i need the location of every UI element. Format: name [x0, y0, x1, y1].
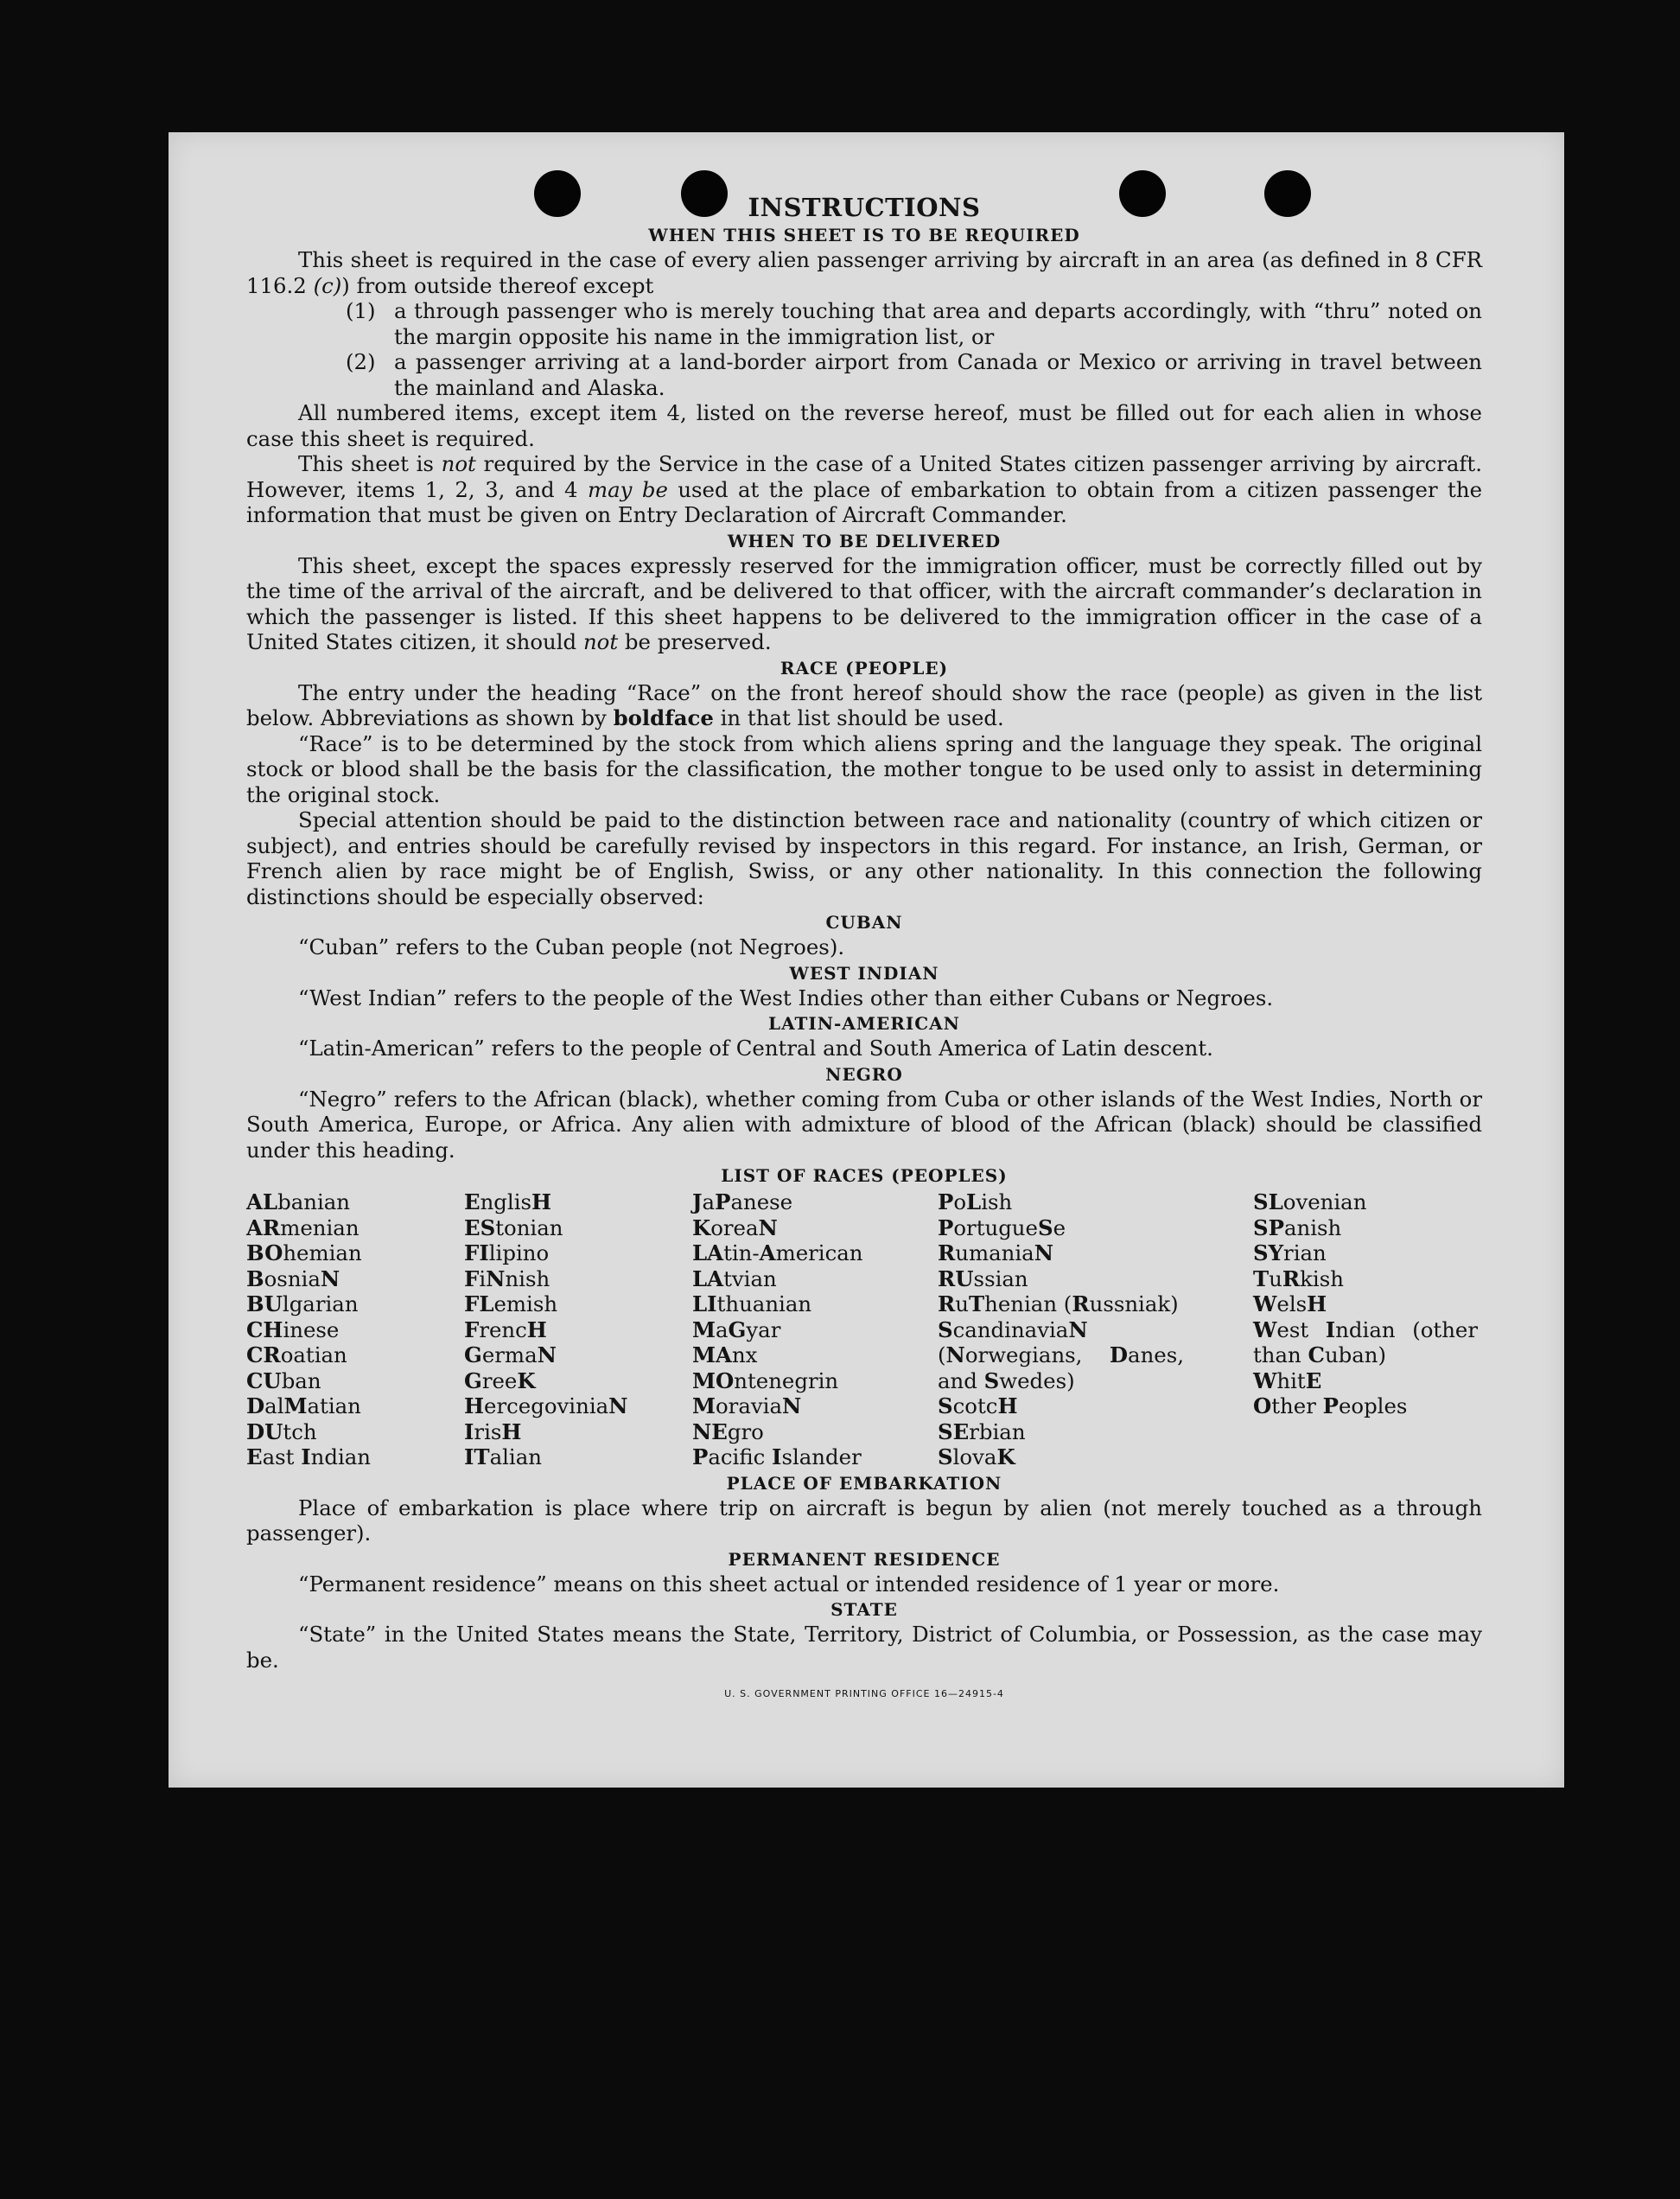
text-run: anes, and — [938, 1342, 1184, 1393]
abbreviation-letters: M — [692, 1393, 716, 1418]
text-run: i — [479, 1265, 487, 1291]
race-item — [692, 1419, 938, 1445]
section-heading: RACE (PEOPLE) — [780, 657, 949, 679]
negro-section — [246, 1063, 1482, 1163]
text-run: ther — [1271, 1393, 1323, 1418]
race-item — [692, 1215, 938, 1241]
race-item — [938, 1419, 1184, 1445]
abbreviation-letters: P — [692, 1444, 709, 1469]
abbreviation-letters: T — [969, 1291, 985, 1316]
text-run: gro — [727, 1418, 764, 1444]
abbreviation-letters: AL — [246, 1189, 278, 1214]
abbreviation-letters: H — [526, 1316, 547, 1342]
abbreviation-letters: N — [537, 1342, 557, 1367]
race-item — [692, 1291, 938, 1317]
section-heading: LIST OF RACES (PEOPLES) — [721, 1165, 1008, 1186]
race-item — [246, 1368, 464, 1394]
paragraph — [246, 451, 1482, 528]
abbreviation-letters: N — [1034, 1240, 1054, 1265]
text-run: tonian — [495, 1214, 563, 1240]
text-run: o — [953, 1189, 967, 1214]
race-item — [1253, 1189, 1478, 1215]
race-item — [692, 1368, 938, 1394]
abbreviation-letters: N — [945, 1342, 965, 1367]
race-item — [1253, 1240, 1478, 1266]
race-item — [246, 1240, 464, 1266]
text-run: candinavia — [952, 1316, 1069, 1342]
text-run: ortugue — [953, 1214, 1038, 1240]
races-column — [464, 1189, 692, 1470]
text-run: henian ( — [984, 1291, 1072, 1316]
text-run: ish — [981, 1189, 1013, 1214]
race-item — [938, 1189, 1184, 1215]
text-run: orwegians, — [964, 1342, 1110, 1367]
text-run: ntenegrin — [734, 1367, 839, 1393]
race-item — [246, 1342, 464, 1368]
race-item — [692, 1266, 938, 1292]
text-run: thuanian — [716, 1291, 812, 1316]
abbreviation-letters: H — [531, 1189, 552, 1214]
abbreviation-letters: O — [1253, 1393, 1272, 1418]
paragraph: “West Indian” refers to the people of the West Indies other than either Cubans or Negroes. — [298, 985, 1274, 1010]
race-item — [464, 1240, 692, 1266]
abbreviation-letters: P — [938, 1214, 954, 1240]
text-run: acific — [708, 1444, 773, 1469]
italic-text: not — [441, 451, 476, 476]
abbreviation-letters: CR — [246, 1342, 281, 1367]
race-item — [246, 1317, 464, 1343]
paragraph: “Race” is to be determined by the stock from which aliens spring and the language they speak. The original stock or blood shall be the basis for the classification, the mother tongue to be used only to assist in determining the original stock. — [246, 730, 1482, 807]
latin-american-section — [246, 1012, 1482, 1061]
document-body — [246, 193, 1482, 1707]
section-heading: LATIN-AMERICAN — [768, 1013, 960, 1034]
abbreviation-letters: D — [1109, 1342, 1129, 1367]
printer-imprint: U. S. GOVERNMENT PRINTING OFFICE 16—24915-4 — [724, 1688, 1004, 1699]
text-run: anish — [1283, 1214, 1342, 1240]
abbreviation-letters: MA — [692, 1342, 732, 1367]
text-run: ovenian — [1282, 1189, 1367, 1214]
abbreviation-letters: N — [320, 1265, 340, 1291]
races-list-section — [246, 1164, 1482, 1470]
race-item — [246, 1215, 464, 1241]
race-item — [464, 1215, 692, 1241]
item-number: (1) — [346, 298, 376, 323]
abbreviation-letters: E — [1305, 1367, 1322, 1393]
text-run: u — [955, 1291, 969, 1316]
abbreviation-letters: SL — [1253, 1189, 1283, 1214]
text-run: orea — [710, 1214, 759, 1240]
text-run: cotc — [952, 1393, 998, 1418]
cuban-section — [246, 911, 1482, 960]
abbreviation-letters: FI — [464, 1240, 489, 1265]
abbreviation-letters: BO — [246, 1240, 283, 1265]
race-item — [938, 1393, 1184, 1419]
paragraph — [246, 680, 1482, 731]
west-indian-section — [246, 962, 1482, 1011]
abbreviation-letters: M — [283, 1393, 308, 1418]
paragraph: All numbered items, except item 4, listed on the reverse hereof, must be filled out for each alien in whose case this sheet is required. — [246, 400, 1482, 451]
text-run: est — [1276, 1316, 1326, 1342]
race-item — [464, 1189, 692, 1215]
abbreviation-letters: MO — [692, 1367, 735, 1393]
section-heading: WEST INDIAN — [789, 962, 939, 984]
race-item — [938, 1240, 1184, 1266]
state-section — [246, 1598, 1482, 1673]
abbreviation-letters: G — [728, 1316, 747, 1342]
abbreviation-letters: M — [692, 1316, 716, 1342]
text-run: a — [716, 1316, 729, 1342]
race-item — [1253, 1368, 1478, 1394]
race-item — [692, 1189, 938, 1215]
text-run: osnia — [264, 1265, 321, 1291]
text-run: ree — [481, 1367, 518, 1393]
abbreviation-letters: H — [1307, 1291, 1327, 1316]
text-run: nx — [731, 1342, 758, 1367]
text-run: oatian — [280, 1342, 347, 1367]
text-run: ercegovinia — [484, 1393, 609, 1418]
race-item — [246, 1266, 464, 1292]
abbreviation-letters: DU — [246, 1418, 283, 1444]
race-item — [246, 1393, 464, 1419]
abbreviation-letters: R — [1072, 1291, 1090, 1316]
abbreviation-letters: S — [938, 1393, 953, 1418]
abbreviation-letters: N — [608, 1393, 628, 1418]
text-run: lgarian — [282, 1291, 359, 1316]
race-item — [692, 1393, 938, 1419]
abbreviation-letters: I — [301, 1444, 311, 1469]
instruction-sheet — [169, 132, 1564, 1788]
abbreviation-letters: N — [486, 1265, 506, 1291]
paragraph: “Latin-American” refers to the people of Central and South America of Latin descent. — [298, 1036, 1213, 1061]
abbreviation-letters: K — [517, 1367, 536, 1393]
text-run: uban) — [1324, 1342, 1387, 1367]
abbreviation-letters: E — [464, 1189, 480, 1214]
text-run: ) from outside thereof except — [341, 272, 654, 298]
abbreviation-letters: H — [464, 1393, 485, 1418]
paragraph — [246, 553, 1482, 655]
italic-text: (c) — [313, 272, 342, 298]
abbreviation-letters: J — [692, 1189, 703, 1214]
race-item — [464, 1393, 692, 1419]
bold-text: boldface — [613, 705, 714, 730]
race-item — [692, 1342, 938, 1368]
abbreviation-letters: NE — [692, 1418, 728, 1444]
text-run: ban — [281, 1367, 321, 1393]
text-run: e — [1053, 1214, 1066, 1240]
paragraph: “State” in the United States means the State, Territory, District of Columbia, or Possession, as the case may be. — [246, 1622, 1482, 1673]
race-item — [938, 1444, 1184, 1470]
race-item — [1253, 1393, 1478, 1419]
abbreviation-letters: D — [246, 1393, 265, 1418]
text-run: emish — [493, 1291, 558, 1316]
text-run: This sheet is — [298, 451, 442, 476]
text-run: used at the place of embarkation to obtain from a citizen passenger the information that must be given on Entry Declaration of Aircraft Commander. — [246, 476, 1482, 527]
race-item — [464, 1419, 692, 1445]
text-run: tin- — [723, 1240, 760, 1265]
italic-text: not — [582, 629, 619, 654]
text-run: erma — [481, 1342, 538, 1367]
abbreviation-letters: CU — [246, 1367, 282, 1393]
page-title: INSTRUCTIONS — [748, 193, 981, 222]
abbreviation-letters: SP — [1253, 1214, 1284, 1240]
races-column — [246, 1189, 464, 1470]
when-required-section — [246, 224, 1482, 528]
race-item — [938, 1215, 1184, 1241]
text-run: ris — [474, 1418, 502, 1444]
abbreviation-letters: W — [1253, 1316, 1277, 1342]
abbreviation-letters: ES — [464, 1214, 496, 1240]
text-run: menian — [280, 1214, 360, 1240]
text-run: merican — [775, 1240, 863, 1265]
abbreviation-letters: IT — [464, 1444, 490, 1469]
races-table — [246, 1189, 1482, 1470]
paragraph — [246, 247, 1482, 298]
race-item — [464, 1342, 692, 1368]
abbreviation-letters: FL — [464, 1291, 494, 1316]
abbreviation-letters: BU — [246, 1291, 283, 1316]
text-run: The entry under the heading “Race” on the front hereof should show the race (people) as given in the list below. Abbreviations as shown by — [246, 679, 1482, 730]
paragraph: “Permanent residence” means on this sheet actual or intended residence of 1 year or more. — [298, 1571, 1280, 1597]
race-item — [464, 1291, 692, 1317]
section-heading: PERMANENT RESIDENCE — [728, 1548, 1001, 1570]
text-run: ast — [262, 1444, 302, 1469]
abbreviation-letters: LA — [692, 1240, 724, 1265]
text-run: al — [264, 1393, 284, 1418]
abbreviation-letters: F — [464, 1265, 480, 1291]
race-item — [464, 1368, 692, 1394]
text-run: u — [1269, 1265, 1282, 1291]
abbreviation-letters: P — [715, 1189, 731, 1214]
text-run: hemian — [283, 1240, 362, 1265]
race-item — [692, 1444, 938, 1470]
italic-text: may be — [587, 476, 668, 502]
embarkation-section — [246, 1472, 1482, 1546]
abbreviation-letters: K — [692, 1214, 711, 1240]
text-run: ndian — [310, 1444, 372, 1469]
abbreviation-letters: R — [1282, 1265, 1301, 1291]
text-run: This sheet, except the spaces expressly reserved for the immigration officer, must be correctly filled out by the time of the arrival of the aircraft, and be delivered to that officer, with the aircraft commander’s declaration in which the passenger is listed. If this sheet happens to be delivered to the immigration officer in the case of a United States citizen, it should — [246, 552, 1482, 654]
abbreviation-letters: I — [1325, 1316, 1336, 1342]
abbreviation-letters: I — [464, 1418, 474, 1444]
abbreviation-letters: SE — [938, 1418, 970, 1444]
races-column — [692, 1189, 938, 1470]
section-heading: PLACE OF EMBARKATION — [726, 1472, 1002, 1494]
race-section — [246, 657, 1482, 910]
abbreviation-letters: H — [501, 1418, 522, 1444]
text-run: els — [1276, 1291, 1308, 1316]
paragraph: “Negro” refers to the African (black), whether coming from Cuba or other islands of the West Indies, North or South America, Europe, or Africa. Any alien with admixture of blood of the African (black) should be classified under this heading. — [246, 1086, 1482, 1163]
paragraph: Special attention should be paid to the distinction between race and nationality (country of which citizen or subject), and entries should be carefully revised by inspectors in this regard. For instance, an Irish, German, or French alien by race might be of English, Swiss, or any other nationality. In this connection the following distinctions should be especially observed: — [246, 807, 1482, 909]
text-run: atian — [307, 1393, 361, 1418]
text-run: nglis — [480, 1189, 532, 1214]
text-run: be preserved. — [618, 629, 772, 654]
abbreviation-letters: R — [938, 1240, 956, 1265]
text-run: alian — [489, 1444, 542, 1469]
abbreviation-letters: F — [464, 1316, 480, 1342]
section-heading: STATE — [830, 1599, 898, 1620]
text-run: umania — [955, 1240, 1034, 1265]
text-run: renc — [479, 1316, 527, 1342]
item-text: a through passenger who is merely touching that area and departs accordingly, with “thru” noted on the margin opposite his name in the immigration list, or — [394, 298, 1482, 349]
abbreviation-letters: K — [996, 1444, 1015, 1469]
race-item — [246, 1291, 464, 1317]
abbreviation-letters: C — [1308, 1342, 1325, 1367]
text-run: required by the Service in the case of a United States citizen passenger arriving by aircraft. However, items 1, 2, 3, and 4 — [246, 451, 1482, 502]
abbreviation-letters: LA — [692, 1265, 724, 1291]
text-run: inese — [283, 1316, 340, 1342]
text-run: a — [702, 1189, 716, 1214]
text-run: hit — [1276, 1367, 1306, 1393]
text-run: This sheet is required in the case of every alien passenger arriving by aircraft in an area (as defined in 8 CFR 116.2 — [246, 247, 1482, 298]
text-run: lipino — [488, 1240, 550, 1265]
exception-item — [346, 349, 1482, 400]
abbreviation-letters: RU — [938, 1265, 974, 1291]
race-item — [464, 1266, 692, 1292]
abbreviation-letters: S — [983, 1367, 1000, 1393]
abbreviation-letters: A — [759, 1240, 776, 1265]
races-column — [938, 1189, 1253, 1470]
abbreviation-letters: N — [758, 1214, 778, 1240]
text-run: ndian (other than — [1253, 1316, 1478, 1367]
race-item — [464, 1317, 692, 1343]
text-run: nish — [505, 1265, 550, 1291]
text-run: oravia — [716, 1393, 783, 1418]
text-run: kish — [1300, 1265, 1344, 1291]
section-heading: WHEN TO BE DELIVERED — [727, 530, 1002, 551]
paragraph: “Cuban” refers to the Cuban people (not Negroes). — [298, 934, 845, 959]
race-item — [1253, 1266, 1478, 1292]
abbreviation-letters: S — [938, 1316, 953, 1342]
text-run: wedes) — [999, 1367, 1075, 1393]
text-run: slander — [781, 1444, 862, 1469]
abbreviation-letters: T — [1253, 1265, 1270, 1291]
abbreviation-letters: S — [1037, 1214, 1053, 1240]
race-item — [692, 1317, 938, 1343]
paragraph: Place of embarkation is place where trip on aircraft is begun by alien (not merely touched as a through passenger). — [246, 1495, 1482, 1546]
abbreviation-letters: G — [464, 1367, 482, 1393]
section-heading: NEGRO — [825, 1063, 903, 1085]
text-run: yar — [746, 1316, 781, 1342]
section-heading: CUBAN — [825, 912, 903, 933]
race-item — [464, 1444, 692, 1470]
text-run: eoples — [1338, 1393, 1408, 1418]
race-item — [938, 1317, 1184, 1394]
abbreviation-letters: CH — [246, 1316, 283, 1342]
race-item — [692, 1240, 938, 1266]
text-run: ( — [938, 1342, 946, 1367]
abbreviation-letters: E — [246, 1444, 263, 1469]
abbreviation-letters: S — [938, 1444, 953, 1469]
section-heading: WHEN THIS SHEET IS TO BE REQUIRED — [648, 225, 1080, 245]
item-text: a passenger arriving at a land-border airport from Canada or Mexico or arriving in travel between the mainland and Alaska. — [394, 349, 1482, 400]
race-item — [246, 1189, 464, 1215]
abbreviation-letters: G — [464, 1342, 482, 1367]
abbreviation-letters: W — [1253, 1367, 1277, 1393]
when-delivered-section — [246, 530, 1482, 655]
text-run: banian — [277, 1189, 350, 1214]
abbreviation-letters: SY — [1253, 1240, 1284, 1265]
text-run: ussniak) — [1089, 1291, 1179, 1316]
item-number: (2) — [346, 349, 376, 374]
race-item — [1253, 1291, 1478, 1317]
text-run: anese — [730, 1189, 793, 1214]
text-run: ssian — [973, 1265, 1028, 1291]
abbreviation-letters: R — [938, 1291, 956, 1316]
exception-item — [346, 298, 1482, 349]
text-run: in that list should be used. — [713, 705, 1004, 730]
text-run: tch — [283, 1418, 317, 1444]
residence-section — [246, 1548, 1482, 1597]
race-item — [1253, 1317, 1478, 1368]
races-column — [1253, 1189, 1478, 1470]
race-item — [938, 1266, 1184, 1292]
text-run: rbian — [969, 1418, 1026, 1444]
abbreviation-letters: AR — [246, 1214, 281, 1240]
abbreviation-letters: N — [782, 1393, 802, 1418]
abbreviation-letters: H — [997, 1393, 1018, 1418]
abbreviation-letters: I — [772, 1444, 782, 1469]
abbreviation-letters: L — [966, 1189, 982, 1214]
text-run: tvian — [723, 1265, 777, 1291]
race-item — [246, 1444, 464, 1470]
text-run: rian — [1283, 1240, 1327, 1265]
abbreviation-letters: B — [246, 1265, 264, 1291]
abbreviation-letters: N — [1068, 1316, 1088, 1342]
abbreviation-letters: P — [938, 1189, 954, 1214]
race-item — [938, 1291, 1184, 1317]
race-item — [1253, 1215, 1478, 1241]
abbreviation-letters: P — [1322, 1393, 1339, 1418]
abbreviation-letters: LI — [692, 1291, 717, 1316]
text-run: lova — [952, 1444, 997, 1469]
abbreviation-letters: W — [1253, 1291, 1277, 1316]
race-item — [246, 1419, 464, 1445]
